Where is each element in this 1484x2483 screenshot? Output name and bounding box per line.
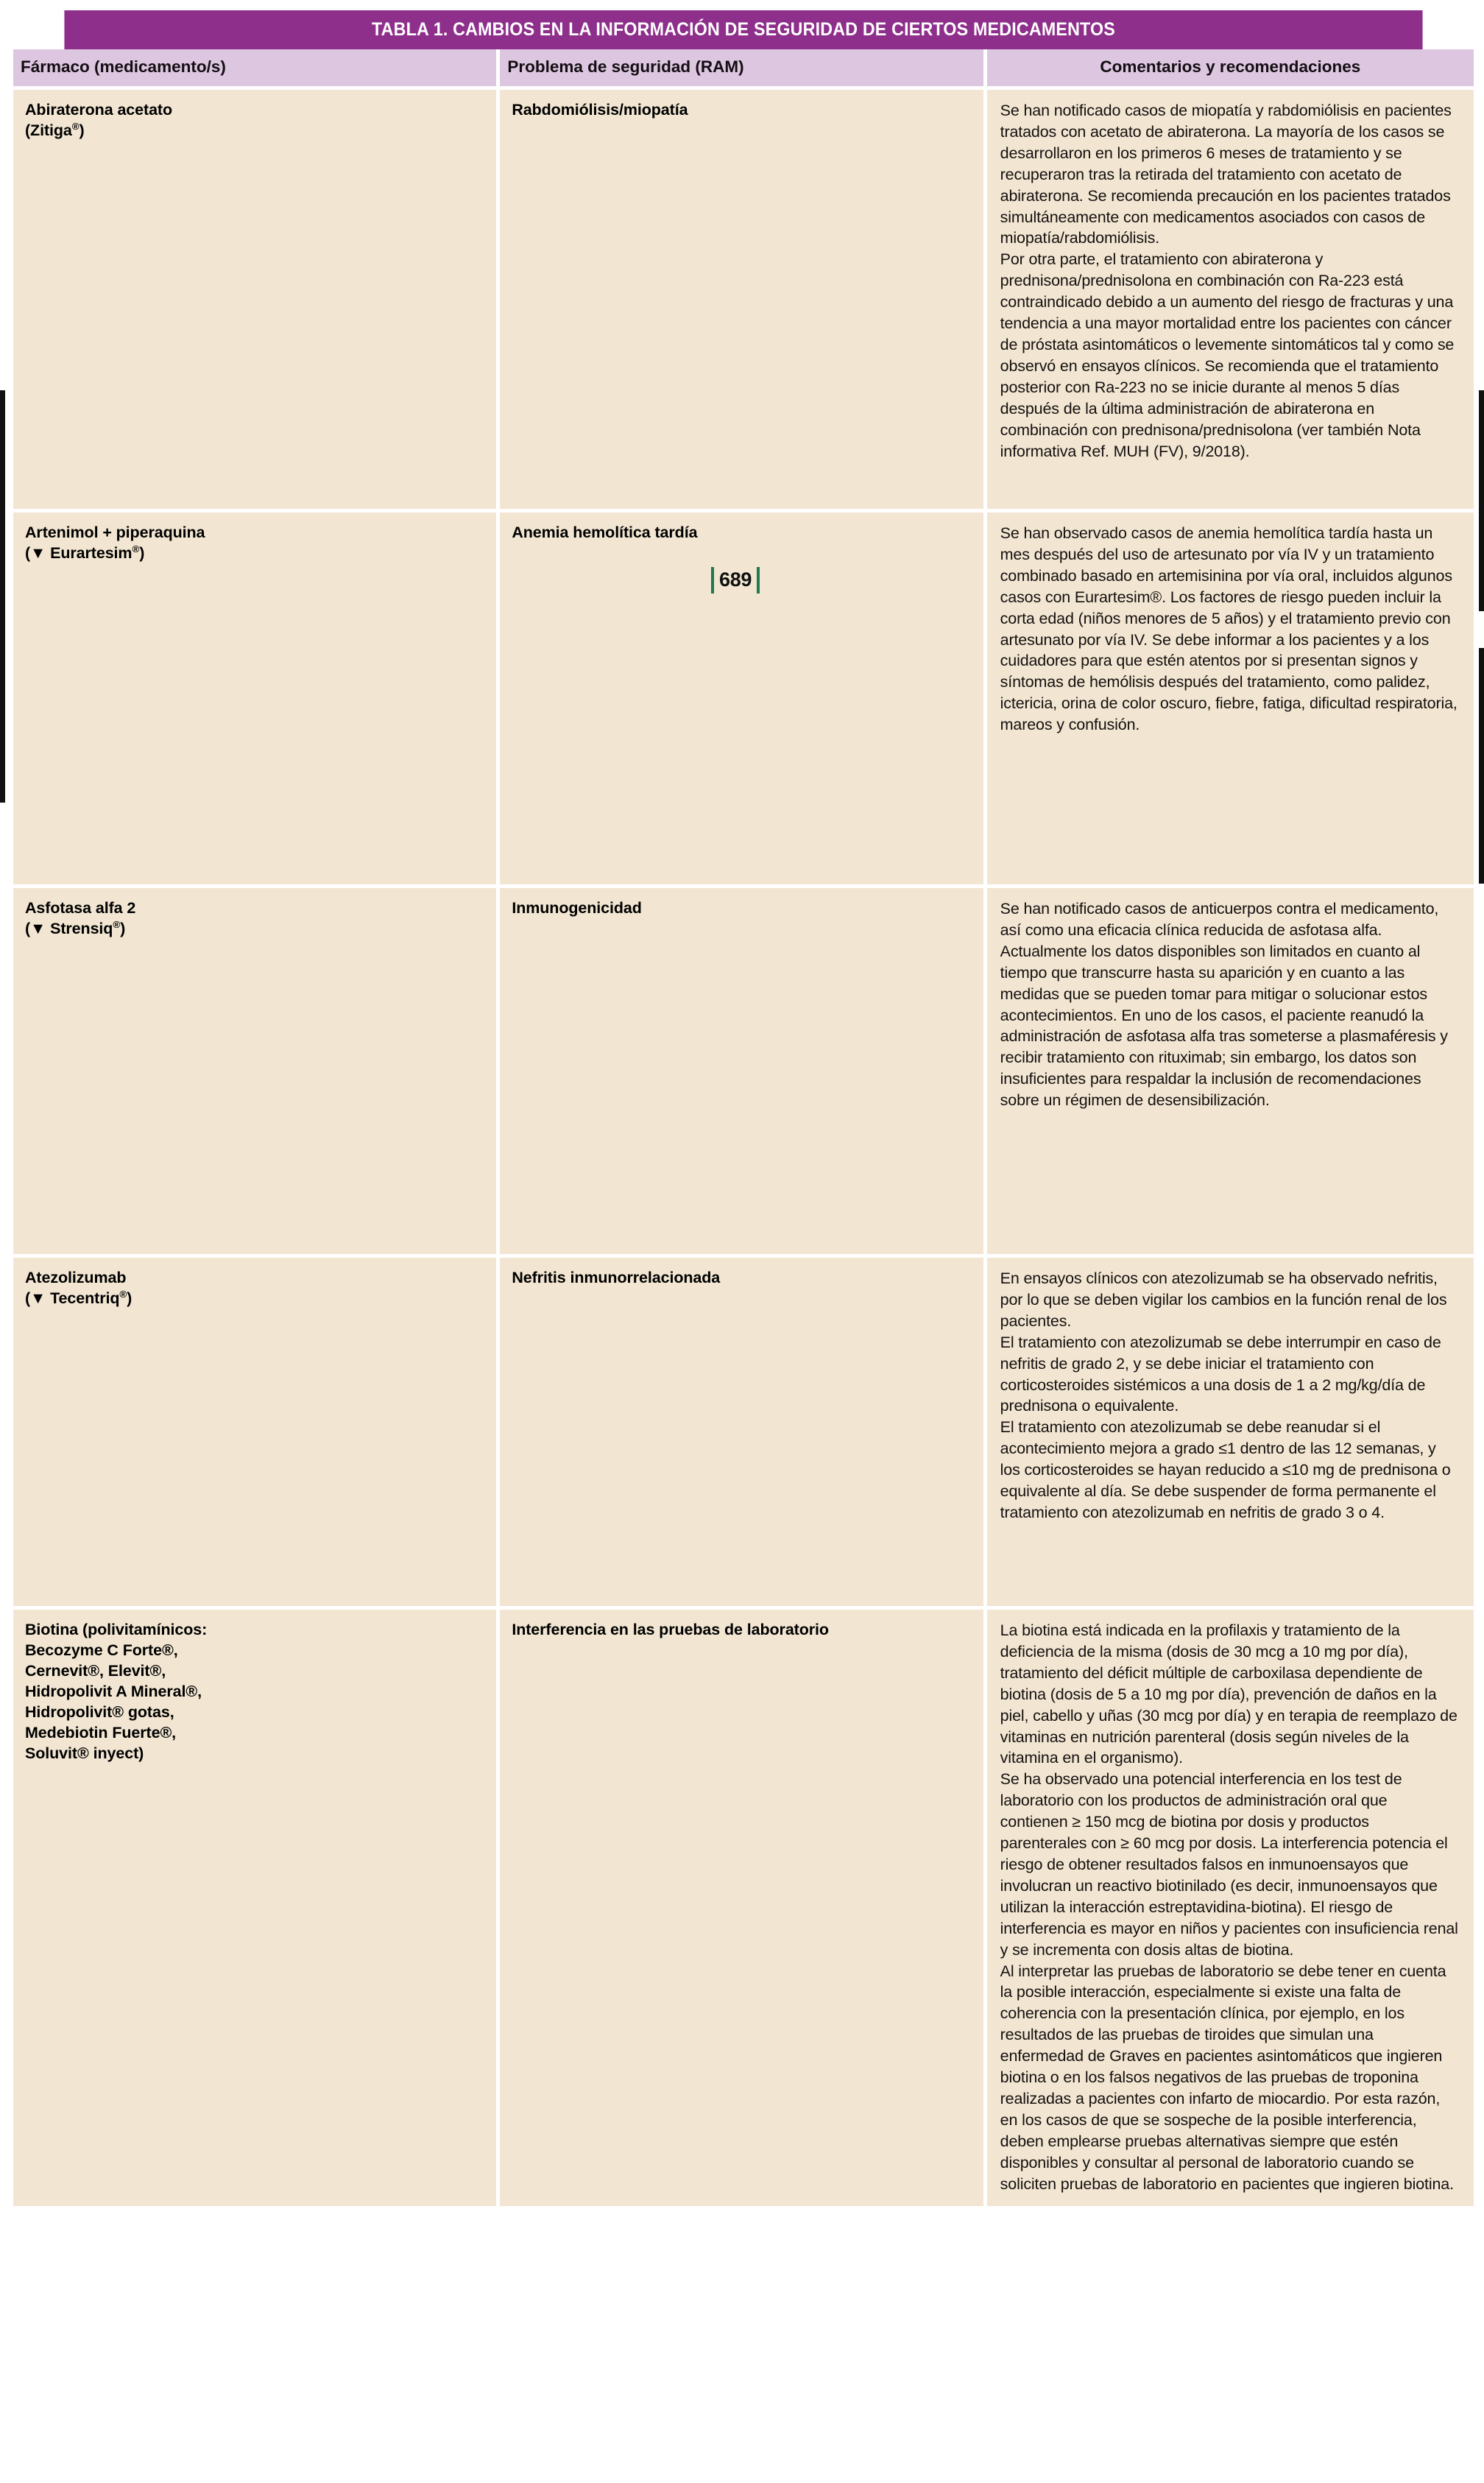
table-header-row [13,49,1474,90]
registered-icon: ® [113,918,121,930]
cell-comments [987,90,1474,513]
drug-brand-line: Soluvit® inyect) [25,1744,144,1762]
drug-name-line: Artenimol + piperaquina [25,524,205,541]
comment-paragraph: El tratamiento con atezolizumab se debe reanudar si el acontecimiento mejora a grado ≤1 dentro de las 12 semanas, y los corticosteroides se hayan reducido a ≤10 mg de prednisona o equivalente al día. Se debe suspender de forma permanente el tratamiento con atezolizumab en nefritis de grado 3 o 4. [1000,1418,1451,1521]
drug-brand-line: Hidropolivit® gotas, [25,1702,174,1721]
cell-problem: Nefritis inmunorrelacionada [500,1258,986,1610]
registered-icon: ® [71,120,80,132]
drug-name-line: Biotina (polivitamínicos: [25,1621,208,1638]
drug-name-line: Atezolizumab [25,1269,127,1286]
cell-comments [987,1610,1474,2206]
cell-drug [13,513,500,888]
cell-problem: Anemia hemolítica tardía [500,513,986,888]
comment-paragraph: Se han notificado casos de anticuerpos contra el medicamento, así como una eficacia clínica reducida de asfotasa alfa. Actualmente los datos disponibles son limitados en cuanto al tiempo que transcurre hasta su aparición y en cuanto a las medidas que se pueden tomar para mitigar o solucionar estos acontecimientos. En uno de los casos, el paciente reanudó la administración de asfotasa alfa tras someterse a plasmaféresis y recibir tratamiento con rituximab; sin embargo, los datos son insuficientes para respaldar la inclusión de recomendaciones sobre un régimen de desensibilización. [1000,900,1448,1110]
table-row [13,90,1474,513]
drug-brand-line: Hidropolivit A Mineral®, [25,1682,202,1700]
comment-paragraph: Por otra parte, el tratamiento con abiraterona y prednisona/prednisolona en combinación con Ra-223 está contraindicado debido a un aumento del riesgo de fracturas y una tendencia a una mayor mortalidad entre los pacientes con cáncer de próstata asintomáticos o levemente sintomáticos tal y como se observó en ensayos clínicos. Se recomienda que el tratamiento posterior con Ra-223 no se inicie durante al menos 5 días después de la última administración de abiraterona en combinación con prednisona/prednisolona (ver también Nota informativa Ref. MUH (FV), 9/2018). [1000,250,1455,460]
drug-brand-line [25,919,486,940]
drug-brand-line: Cernevit®, Elevit®, [25,1661,166,1680]
drug-brand-line: Becozyme C Forte®, [25,1641,178,1659]
cell-comments [987,888,1474,1258]
column-header-problem: Problema de seguridad (RAM) [500,49,986,90]
drug-brand-close: ) [139,543,145,562]
table-title: TABLA 1. CAMBIOS EN LA INFORMACIÓN DE SEGURIDAD DE CIERTOS MEDICAMENTOS [64,10,1422,49]
cell-drug [13,888,500,1258]
comment-paragraph: En ensayos clínicos con atezolizumab se ha observado nefritis, por lo que se deben vigilar los cambios en la función renal de los pacientes. [1000,1269,1447,1330]
comment-paragraph: La biotina está indicada en la profilaxis y tratamiento de la deficiencia de la misma (dosis de 30 mcg a 10 mg por día), tratamiento del déficit múltiple de carboxilasa dependiente de biotina (dosis de 5 a 10 mg por día), prevención de daños en la piel, cabello y uñas (30 mcg por día) y en terapia de reemplazo de vitaminas en nutrición parenteral (dosis según niveles de la vitamina en el organismo). [1000,1621,1458,1767]
page-edge-artifact-right-a [1479,390,1484,611]
drug-brand-line: Medebiotin Fuerte®, [25,1723,177,1741]
drug-brand-line [25,1289,486,1309]
table-row [13,1258,1474,1610]
table-row [13,513,1474,888]
comment-paragraph: Se han observado casos de anemia hemolítica tardía hasta un mes después del uso de artesunato por vía IV y un tratamiento combinado basado en artemisinina por vía oral, incluidos algunos casos con Eurartesim®. Los factores de riesgo pueden incluir la corta edad (niños menores de 5 años) y el tratamiento previo con artesunato por vía IV. Se debe informar a los pacientes y a los cuidadores para que estén atentos por si presentan signos y síntomas de hemólisis después del tratamiento, como palidez, ictericia, orina de color oscuro, fiebre, fatiga, dificultad respiratoria, mareos y confusión. [1000,524,1458,734]
black-triangle-icon: (▼ Tecentriq [25,1289,120,1307]
safety-changes-table [13,49,1474,2206]
table-container [13,0,1474,2206]
drug-brand-line [25,543,486,564]
page-edge-artifact-right-b [1479,648,1484,884]
cell-problem: Interferencia en las pruebas de laboratorio [500,1610,986,2206]
comment-paragraph: El tratamiento con atezolizumab se debe interrumpir en caso de nefritis de grado 2, y se debe iniciar el tratamiento con corticosteroides sistémicos a una dosis de 1 a 2 mg/kg/día de prednisona o equivalente. [1000,1333,1441,1415]
registered-icon: ® [132,543,140,554]
page-number: 689 [719,568,752,591]
cell-problem: Inmunogenicidad [500,888,986,1258]
page-edge-artifact-left [0,390,5,803]
table-row [13,888,1474,1258]
drug-brand-close: ) [79,121,85,139]
registered-icon: ® [119,1288,127,1300]
cell-comments [987,1258,1474,1610]
drug-name-line: Asfotasa alfa 2 [25,899,136,917]
comment-paragraph: Se han notificado casos de miopatía y rabdomiólisis en pacientes tratados con acetato de abiraterona. La mayoría de los casos se desarrollaron en los primeros 6 meses de tratamiento y se recuperaron tras la retirada del tratamiento con acetato de abiraterona. Se recomienda precaución en los pacientes tratados simultáneamente con medicamentos asociados con casos de miopatía/rabdomiólisis. [1000,102,1452,247]
drug-name-line: Abiraterona acetato [25,101,173,119]
black-triangle-icon: (▼ Eurartesim [25,543,132,562]
black-triangle-icon: (▼ Strensiq [25,919,113,937]
table-row [13,1610,1474,2206]
drug-brand-close: ) [127,1289,132,1307]
cell-drug [13,90,500,513]
cell-drug [13,1610,500,2206]
column-header-comments: Comentarios y recomendaciones [987,49,1474,90]
drug-brand-text: (Zitiga [25,121,72,139]
drug-brand-line [25,121,486,141]
column-header-drug: Fármaco (medicamento/s) [13,49,500,90]
table-body [13,90,1474,2206]
cell-problem: Rabdomiólisis/miopatía [500,90,986,513]
cell-drug [13,1258,500,1610]
comment-paragraph: Se ha observado una potencial interferencia en los test de laboratorio con los productos de administración oral que contienen ≥ 150 mcg de biotina por dosis y productos parenterales con ≥ 60 mcg por dosis. La interferencia potencia el riesgo de obtener resultados falsos en inmunoensayos que involucran un reactivo biotinilado (es decir, inmunoensayos que utilizan la interacción estreptavidina-biotina). El riesgo de interferencia es mayor en niños y pacientes con insuficiencia renal y se incrementa con dosis altas de biotina. [1000,1770,1458,1959]
drug-brand-close: ) [120,919,126,937]
comment-paragraph: Al interpretar las pruebas de laboratorio se debe tener en cuenta la posible interacción, especialmente si existe una falta de coherencia con la presentación clínica, por ejemplo, en los resultados de las pruebas de tiroides que simulan una enfermedad de Graves en pacientes asintomáticos que ingieren biotina o en los falsos negativos de las pruebas de troponina realizadas a pacientes con infarto de miocardio. Por esta razón, en los casos de que se sospeche de la posible interferencia, deben emplearse pruebas alternativas siempre que estén disponibles y consultar al personal de laboratorio cuando se soliciten pruebas de laboratorio en pacientes que ingieren biotina. [1000,1962,1454,2193]
cell-comments [987,513,1474,888]
table-header [13,49,1474,90]
